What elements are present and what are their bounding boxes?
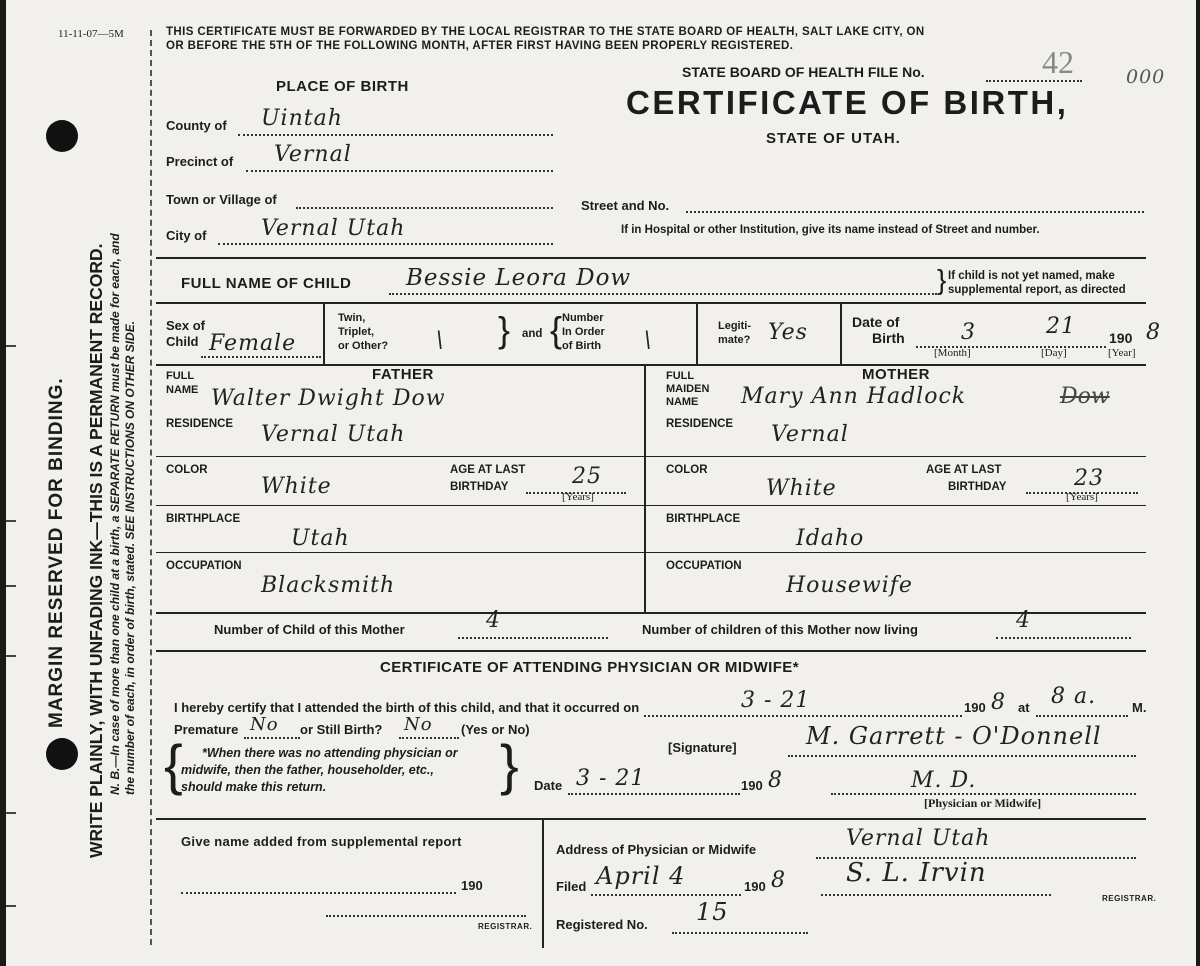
permanent-record-text: WRITE PLAINLY, WITH UNFADING INK—THIS IS A PERMANENT RECORD. xyxy=(86,243,106,858)
legitimate-label-2: mate? xyxy=(718,334,751,346)
physician-caption: [Physician or Midwife] xyxy=(924,796,1042,810)
mother-color-value: White xyxy=(766,476,837,501)
place-of-birth-heading: PLACE OF BIRTH xyxy=(276,78,409,95)
registrar-signature: S. L. Irvin xyxy=(846,858,987,888)
mother-birthplace-label: BIRTHPLACE xyxy=(666,513,741,525)
mother-years-caption: [Years] xyxy=(1066,491,1098,503)
birth-year-digit: 8 xyxy=(991,690,1006,715)
mother-color-label: COLOR xyxy=(666,464,708,476)
legitimate-value: Yes xyxy=(768,320,808,345)
children-living-value: 4 xyxy=(1016,608,1031,633)
filed-date-value: April 4 xyxy=(596,862,686,890)
child-name-value: Bessie Leora Dow xyxy=(406,265,632,291)
sign-date-value: 3 - 21 xyxy=(576,766,646,791)
still-birth-label: or Still Birth? xyxy=(300,722,383,737)
birth-time-value: 8 a. xyxy=(1051,684,1097,709)
form-code: 11-11-07—5M xyxy=(58,28,124,40)
father-years-caption: [Years] xyxy=(562,491,594,503)
mother-occupation-label: OCCUPATION xyxy=(666,560,742,572)
filed-year-digit: 8 xyxy=(771,868,786,893)
city-label: City of xyxy=(166,228,207,243)
father-color-label: COLOR xyxy=(166,464,208,476)
binding-hole-top xyxy=(46,120,78,152)
physician-signature: M. Garrett - O'Donnell xyxy=(806,722,1102,750)
supplemental-year: 190 xyxy=(461,878,483,893)
father-age-label-1: AGE AT LAST xyxy=(450,464,526,476)
dob-year-digit: 8 xyxy=(1146,320,1161,345)
still-birth-value: No xyxy=(404,714,433,735)
city-value: Vernal Utah xyxy=(261,216,406,241)
street-label: Street and No. xyxy=(581,198,670,213)
mother-age-value: 23 xyxy=(1074,466,1104,491)
mother-residence-value: Vernal xyxy=(771,422,849,447)
twin-label-2: Triplet, xyxy=(338,326,375,338)
sex-value: Female xyxy=(209,331,297,356)
certify-text: I hereby certify that I attended the birth of this child, and that it occurred on xyxy=(174,700,640,715)
nb-note-line2: the number of each, in order of birth, stated. SEE INSTRUCTIONS ON OTHER SIDE. xyxy=(123,320,137,795)
unnamed-note-line2: supplemental report, as directed xyxy=(948,284,1126,296)
mother-age-label-1: AGE AT LAST xyxy=(926,464,1002,476)
child-number-value: 4 xyxy=(486,608,501,633)
order-value: \ xyxy=(644,328,653,353)
precinct-label: Precinct of xyxy=(166,154,234,169)
legitimate-label-1: Legiti- xyxy=(718,320,751,332)
order-label-3: of Birth xyxy=(562,340,602,352)
filed-label: Filed xyxy=(556,879,587,894)
mother-residence-label: RESIDENCE xyxy=(666,418,734,430)
father-occupation-value: Blacksmith xyxy=(261,573,396,598)
children-living-label: Number of children of this Mother now living xyxy=(642,622,918,637)
and-label: and xyxy=(522,328,543,340)
supplemental-registrar: REGISTRAR. xyxy=(478,922,533,931)
physician-note-line2: midwife, then the father, householder, etc., xyxy=(181,763,434,777)
dob-year-prefix: 190 xyxy=(1109,330,1133,346)
birth-date-value: 3 - 21 xyxy=(741,688,811,713)
certificate-title: CERTIFICATE OF BIRTH, xyxy=(626,84,1069,121)
mother-birthplace-value: Idaho xyxy=(796,526,865,551)
county-label: County of xyxy=(166,118,227,133)
child-number-label: Number of Child of this Mother xyxy=(214,622,405,637)
mother-age-label-2: BIRTHDAY xyxy=(948,481,1007,493)
physician-title: M. D. xyxy=(911,768,977,793)
mother-occupation-value: Housewife xyxy=(786,573,913,598)
precinct-value: Vernal xyxy=(274,142,352,167)
physician-heading: CERTIFICATE OF ATTENDING PHYSICIAN OR MIDWIFE* xyxy=(380,659,799,676)
physician-note-line1: *When there was no attending physician or xyxy=(202,746,458,760)
dob-label-1: Date of xyxy=(852,314,900,330)
binding-margin-text: MARGIN RESERVED FOR BINDING. xyxy=(46,377,67,728)
dob-month: 3 xyxy=(961,320,976,345)
at-label: at xyxy=(1018,700,1030,715)
birth-year-prefix: 190 xyxy=(964,700,986,715)
premature-value: No xyxy=(250,714,279,735)
month-caption: [Month] xyxy=(934,347,971,359)
mother-maiden-label: MAIDEN xyxy=(666,383,710,395)
signature-label: [Signature] xyxy=(668,740,737,755)
registrar-label: REGISTRAR. xyxy=(1102,894,1157,903)
supplemental-label: Give name added from supplemental report xyxy=(181,834,462,849)
father-residence-value: Vernal Utah xyxy=(261,422,406,447)
sex-label-2: Child xyxy=(166,334,199,349)
forwarding-notice-line1: THIS CERTIFICATE MUST BE FORWARDED BY THE LOCAL REGISTRAR TO THE STATE BOARD OF HEALTH, SALT LAKE CITY, ON xyxy=(166,26,925,38)
father-age-value: 25 xyxy=(572,464,602,489)
sign-year-prefix: 190 xyxy=(741,778,763,793)
nb-note-line1: N. B.—In case of more than one child at a birth, a SEPARATE RETURN must be made for each, and xyxy=(108,233,122,795)
filed-year-prefix: 190 xyxy=(744,879,766,894)
father-birthplace-label: BIRTHPLACE xyxy=(166,513,241,525)
dob-label-2: Birth xyxy=(872,330,905,346)
mother-full-label: FULL xyxy=(666,370,695,382)
year-caption: [Year] xyxy=(1108,347,1136,359)
forwarding-notice-line2: OR BEFORE THE 5TH OF THE FOLLOWING MONTH, AFTER FIRST HAVING BEEN PROPERLY REGISTERED. xyxy=(166,40,794,52)
address-label: Address of Physician or Midwife xyxy=(556,842,757,857)
father-name-label: NAME xyxy=(166,384,199,396)
twin-label-1: Twin, xyxy=(338,312,366,324)
mother-name-label: NAME xyxy=(666,396,699,408)
state-of-utah: STATE OF UTAH. xyxy=(766,130,901,147)
child-name-label: FULL NAME OF CHILD xyxy=(181,275,352,292)
certificate-page: MARGIN RESERVED FOR BINDING. WRITE PLAINLY, WITH UNFADING INK—THIS IS A PERMANENT RECORD. N. B.—In case of more than one child at a birth, a SEPARATE RETURN must be made for each, and the number of each, in order of birth, stated. SEE INSTRUCTIONS ON OTHER SIDE. 11-11-07—5M THIS CERTIFICATE MUST BE FORWARDED BY THE LOCAL REGISTRAR TO THE STATE BOARD OF HEALTH, SALT LAKE CITY, ON OR BEFORE THE 5TH OF THE FOLLOWING MONTH, AFTER FIRST HAVING BEEN PROPERLY REGISTERED. PLACE OF BIRTH STATE BOARD OF HEALTH FILE No. 42 000 CERTIFICATE OF BIRTH, STATE OF UTAH. County of Uintah Precinct of Vernal Town or Village of City of Vernal Utah Street and No. If in Hospital or other Institution, give its name instead of Street and number. FULL NAME OF CHILD Bessie Leora Dow } If child is not yet named, make supplemental report, as directed Sex of Child Female Twin, Triplet, or Other? \ } and { Number In Order of Birth \ Legiti- mate? Yes Date of Birth 3 21 190 8 [Month] [Day] [Year] FATHER FULL NAME Walter Dwight Dow RESIDENCE Vernal Utah COLOR White AGE AT LAST BIRTHDAY 25 [Years] BIRTHPLACE Utah OCCUPATION Blacksmith MOTHER FULL MAIDEN NAME Mary Ann Hadlock Dow RESIDENCE Vernal COLOR White AGE AT LAST BIRTHDAY 23 [Years] BIRTHPLACE Idaho OCCUPATION Housewife Number of Child of this Mother 4 Number of children of this Mother now living 4 CERTIFICATE OF ATTENDING PHYSICIAN OR MIDWIFE* I hereby certify that I attended the birth of this child, and that it occurred on 3 - 21 190 8 at 8 a. M. Premature No or Still Birth? No (Yes or No) { *When there was no attending physician or midwife, then the father, householder, etc., should make this return. } [Signature] M. Garrett - O'Donnell Date 3 - 21 190 8 M. D. [Physician or Midwife] Give name added from supplemental report 190 REGISTRAR. Address of Physician or Midwife Vernal Utah Filed April 4 190 8 S. L. Irvin REGISTRAR. Registered No. 15 xyxy=(6,0,1196,966)
sign-date-label: Date xyxy=(534,778,563,793)
county-value: Uintah xyxy=(261,106,343,131)
hospital-note: If in Hospital or other Institution, give its name instead of Street and number. xyxy=(621,224,1040,236)
registered-no-label: Registered No. xyxy=(556,917,648,932)
margin-line xyxy=(150,30,152,945)
file-number: 42 xyxy=(1042,44,1074,80)
order-label-2: In Order xyxy=(562,326,605,338)
file-no-label: STATE BOARD OF HEALTH FILE No. xyxy=(682,64,925,80)
m-label: M. xyxy=(1132,700,1147,715)
twin-value: \ xyxy=(436,328,445,353)
registered-no-value: 15 xyxy=(696,898,729,926)
mother-heading: MOTHER xyxy=(862,366,930,383)
father-heading: FATHER xyxy=(372,366,434,383)
town-label: Town or Village of xyxy=(166,192,277,207)
binding-hole-bottom xyxy=(46,738,78,770)
father-full-label: FULL xyxy=(166,370,195,382)
file-number-extra: 000 xyxy=(1126,66,1166,88)
father-name-value: Walter Dwight Dow xyxy=(211,386,446,411)
order-label-1: Number xyxy=(562,312,604,324)
address-value: Vernal Utah xyxy=(846,826,991,851)
twin-label-3: or Other? xyxy=(338,340,389,352)
physician-note-line3: should make this return. xyxy=(181,780,327,794)
unnamed-note-line1: If child is not yet named, make xyxy=(948,270,1115,282)
father-occupation-label: OCCUPATION xyxy=(166,560,242,572)
day-caption: [Day] xyxy=(1041,347,1067,359)
father-age-label-2: BIRTHDAY xyxy=(450,481,509,493)
dob-day: 21 xyxy=(1046,314,1076,339)
sex-label-1: Sex of xyxy=(166,318,206,333)
sign-year-digit: 8 xyxy=(768,768,783,793)
mother-name-value: Mary Ann Hadlock xyxy=(741,384,967,409)
premature-label: Premature xyxy=(174,722,239,737)
father-birthplace-value: Utah xyxy=(291,526,350,551)
father-residence-label: RESIDENCE xyxy=(166,418,234,430)
father-color-value: White xyxy=(261,474,332,499)
yes-no-caption: (Yes or No) xyxy=(461,722,530,737)
